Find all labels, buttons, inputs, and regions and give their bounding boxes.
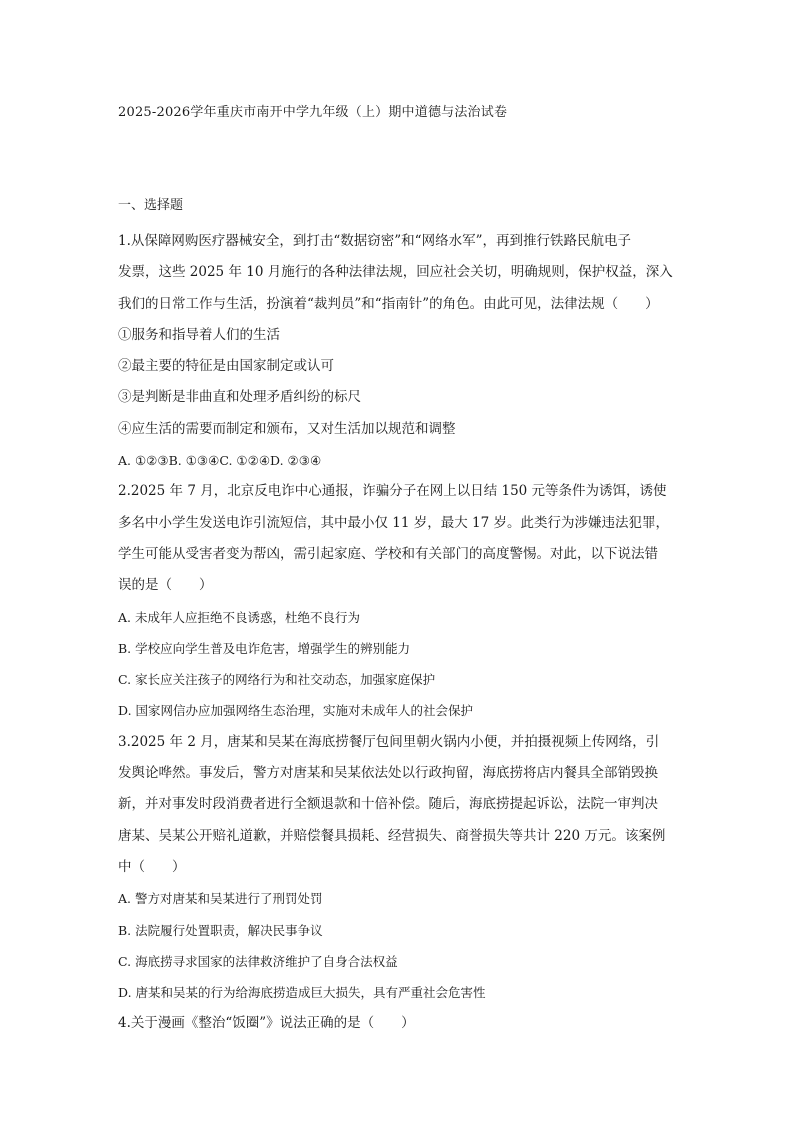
answer-option-a: A. 警方对唐某和吴某进行了刑罚处罚 [118, 891, 323, 907]
question-2 [118, 476, 678, 726]
answer-option-c: C. 海底捞寻求国家的法律救济维护了自身合法权益 [118, 953, 398, 969]
statement-item: ①服务和指导着人们的生活 [118, 326, 280, 343]
question-stem-line: 中（ ） [118, 858, 186, 875]
statement-item: ②最主要的特征是由国家制定或认可 [118, 358, 334, 375]
question-stem-line: 多名中小学生发送电诈引流短信，其中最小仅 11 岁，最大 17 岁。此类行为涉嫌违法犯罪， [118, 514, 670, 531]
question-stem-line: 2.2025 年 7 月，北京反电诈中心通报，诈骗分子在网上以日结 150 元等条件为诱饵，诱使 [118, 483, 667, 500]
question-list [118, 226, 678, 1040]
question-1 [118, 226, 678, 476]
answer-option-a: A. 未成年人应拒绝不良诱惑，杜绝不良行为 [118, 609, 360, 625]
answer-option-d: D. 国家网信办应加强网络生态治理，实施对未成年人的社会保护 [118, 703, 474, 719]
answer-option-b: B. 法院履行处置职责，解决民事争议 [118, 922, 323, 938]
question-stem-line: 发舆论哗然。事发后，警方对唐某和吴某依法处以行政拘留，海底捞将店内餐具全部销毁换 [118, 765, 658, 782]
answer-option-d: D. 唐某和吴某的行为给海底捞造成巨大损失，具有严重社会危害性 [118, 985, 486, 1001]
question-4 [118, 1008, 678, 1039]
question-stem-line: 我们的日常工作与生活，扮演着“裁判员”和“指南针”的角色。由此可见，法律法规（ ） [118, 295, 659, 312]
exam-title: 2025-2026学年重庆市南开中学九年级（上）期中道德与法治试卷 [118, 105, 508, 120]
question-stem-line: 学生可能从受害者变为帮凶，需引起家庭、学校和有关部门的高度警惕。对此，以下说法错 [118, 545, 658, 562]
question-stem-line: 3.2025 年 2 月，唐某和吴某在海底捞餐厅包间里朝火锅内小便，并拍摄视频上传网络，引 [118, 733, 660, 750]
question-stem-line: 误的是（ ） [118, 577, 213, 594]
question-stem-line: 唐某、吴某公开赔礼道歉，并赔偿餐具损耗、经营损失、商誉损失等共计 220 万元。该案例 [118, 827, 666, 844]
answer-options: A. ①②③B. ①③④C. ①②④D. ②③④ [118, 453, 322, 469]
statement-item: ④应生活的需要而制定和颁布，又对生活加以规范和调整 [118, 420, 456, 437]
question-stem-line: 发票，这些 2025 年 10 月施行的各种法律法规，回应社会关切，明确规则，保护权益，深入 [118, 264, 673, 281]
question-3 [118, 727, 678, 1009]
answer-option-b: B. 学校应向学生普及电诈危害，增强学生的辨别能力 [118, 640, 411, 656]
section-heading: 一、选择题 [118, 198, 184, 213]
question-stem-line: 4.关于漫画《整治“饭圈”》说法正确的是（ ） [118, 1015, 415, 1032]
answer-option-c: C. 家长应关注孩子的网络行为和社交动态，加强家庭保护 [118, 672, 436, 688]
question-stem-line: 1.从保障网购医疗器械安全，到打击“数据窃密”和“网络水军”，再到推行铁路民航电子 [118, 233, 631, 249]
question-stem-line: 新，并对事发时段消费者进行全额退款和十倍补偿。随后，海底捞提起诉讼，法院一审判决 [118, 796, 658, 813]
statement-item: ③是判断是非曲直和处理矛盾纠纷的标尺 [118, 389, 361, 406]
